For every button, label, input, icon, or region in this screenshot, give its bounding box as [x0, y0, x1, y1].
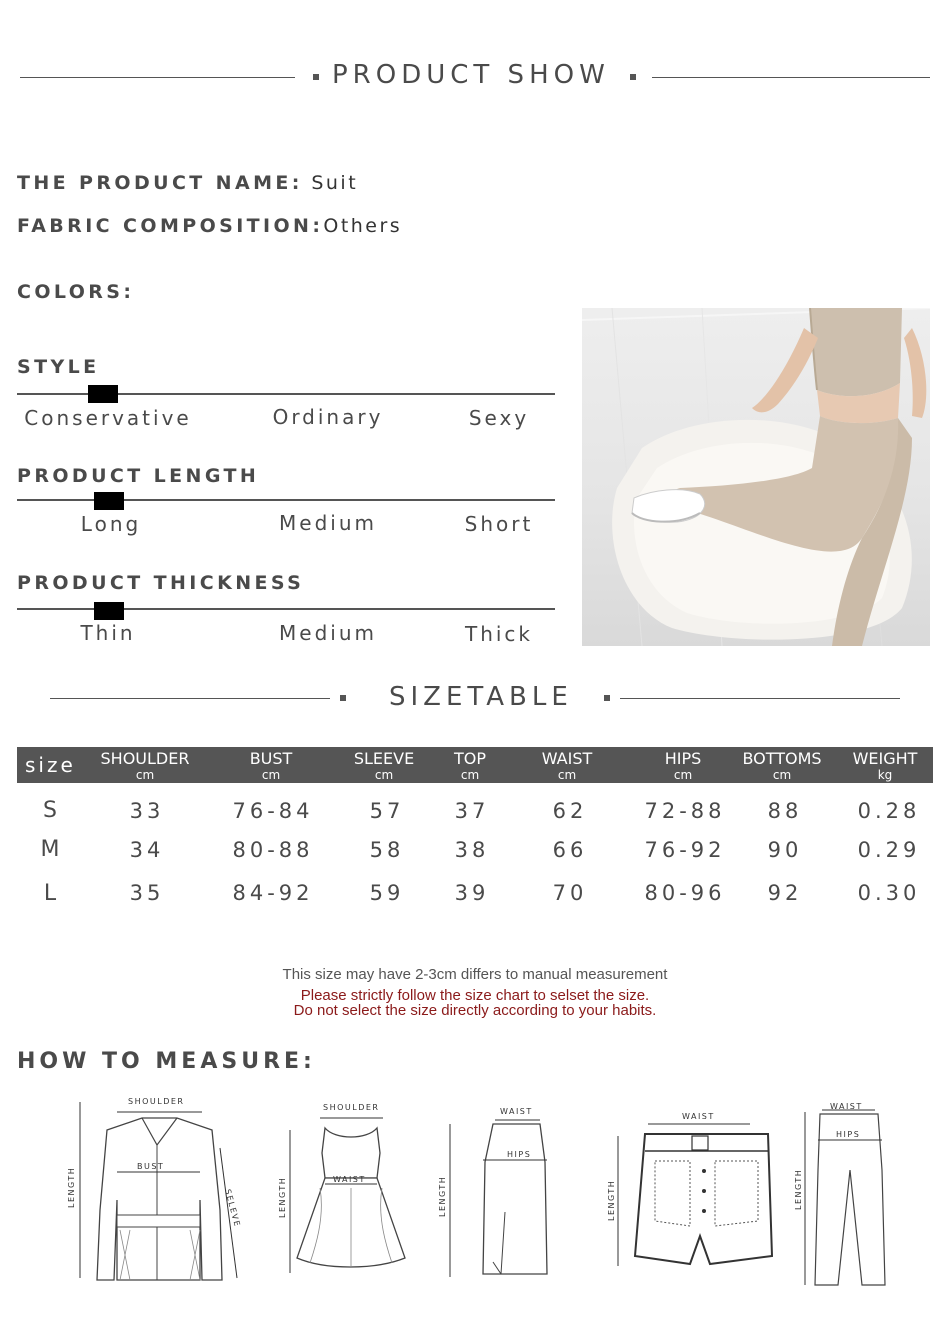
cell: 62	[552, 799, 588, 823]
col-weight: WEIGHT kg	[852, 749, 918, 782]
dress-diagram	[275, 1098, 415, 1283]
cell: 76-84	[232, 799, 314, 823]
product-show-rule-right	[652, 77, 930, 78]
col-top: TOP cm	[453, 749, 487, 782]
size-header: size	[25, 753, 76, 777]
cell: 57	[369, 799, 405, 823]
row-size: M	[40, 837, 60, 862]
trousers-diagram	[790, 1100, 900, 1290]
fabric-label: FABRIC COMPOSITION:	[17, 215, 324, 237]
sizetable-title: SIZETABLE	[389, 682, 573, 712]
col-bottoms: BOTTOMS cm	[742, 749, 822, 782]
cell: 72-88	[644, 799, 726, 823]
style-label: STYLE	[17, 356, 100, 378]
product-photo	[582, 308, 930, 646]
shoulder-label-2: SHOULDER	[323, 1103, 380, 1112]
waist-label-2: WAIST	[333, 1175, 366, 1184]
cell: 92	[767, 881, 803, 905]
colors-label: COLORS:	[17, 281, 135, 303]
jacket-diagram	[62, 1090, 252, 1290]
cell: 35	[129, 881, 165, 905]
cell: 80-88	[232, 838, 314, 862]
style-option-ordinary: Ordinary	[272, 405, 384, 429]
hips-label-3: HIPS	[507, 1150, 532, 1159]
waist-label-4: WAIST	[682, 1112, 715, 1121]
cell: 84-92	[232, 881, 314, 905]
cell: 76-92	[644, 838, 726, 862]
sizetable-rule-left	[50, 698, 330, 699]
cell: 34	[129, 838, 165, 862]
length-option-short: Short	[464, 512, 534, 536]
product-name-row	[17, 172, 358, 194]
product-show-dot-left	[313, 74, 319, 80]
cell: 90	[767, 838, 803, 862]
length-option-medium: Medium	[279, 511, 377, 535]
thickness-label: PRODUCT THICKNESS	[17, 572, 305, 594]
product-show-dot-right	[630, 74, 636, 80]
col-hips: HIPS cm	[664, 749, 702, 782]
cell: 58	[369, 838, 405, 862]
length-option-long: Long	[80, 512, 142, 536]
product-show-rule-left	[20, 77, 295, 78]
hips-label-5: HIPS	[836, 1130, 861, 1139]
shoulder-label: SHOULDER	[128, 1097, 185, 1106]
length-label-4: LENGTH	[607, 1179, 616, 1221]
length-label-5: LENGTH	[794, 1168, 803, 1210]
cell: 59	[369, 881, 405, 905]
cell: 33	[129, 799, 165, 823]
style-option-sexy: Sexy	[468, 406, 530, 430]
col-waist: WAIST cm	[541, 749, 593, 782]
product-name-value: Suit	[302, 172, 359, 194]
waist-label-5: WAIST	[830, 1102, 863, 1111]
sizetable-dot-right	[604, 695, 610, 701]
cell: 66	[552, 838, 588, 862]
bust-label: BUST	[137, 1162, 165, 1171]
cell: 0.28	[857, 799, 921, 823]
cell: 88	[767, 799, 803, 823]
cell: 38	[454, 838, 490, 862]
length-label-3: LENGTH	[438, 1175, 447, 1217]
sizetable-rule-right	[620, 698, 900, 699]
style-option-conservative: Conservative	[24, 406, 192, 430]
how-to-measure-title: HOW TO MEASURE:	[17, 1049, 316, 1074]
waist-label-3: WAIST	[500, 1107, 533, 1116]
cell: 70	[552, 881, 588, 905]
cell: 37	[454, 799, 490, 823]
row-size: S	[43, 798, 57, 823]
length-label-1: LENGTH	[67, 1166, 76, 1208]
cell: 0.29	[857, 838, 921, 862]
thickness-option-thick: Thick	[464, 622, 534, 646]
measurement-note: This size may have 2-3cm differs to manual measurement	[282, 966, 668, 983]
length-label: PRODUCT LENGTH	[17, 465, 260, 487]
size-table-header	[17, 747, 933, 783]
col-sleeve: SLEEVE cm	[353, 749, 415, 782]
sleeve-label: SELEVE	[223, 1188, 242, 1229]
thickness-marker	[94, 602, 124, 620]
habits-warning: Do not select the size directly according to your habits.	[293, 1002, 657, 1019]
cell: 0.30	[857, 881, 921, 905]
length-marker	[94, 492, 124, 510]
fabric-row	[17, 215, 402, 237]
product-name-label: THE PRODUCT NAME:	[17, 172, 303, 194]
col-bust: BUST cm	[249, 749, 293, 782]
col-shoulder: SHOULDER cm	[100, 749, 190, 782]
shorts-diagram	[600, 1106, 780, 1276]
thickness-option-medium: Medium	[279, 621, 377, 645]
style-marker	[88, 385, 118, 403]
cell: 80-96	[644, 881, 726, 905]
row-size: L	[43, 881, 57, 906]
thickness-option-thin: Thin	[80, 621, 136, 645]
product-photo-illustration	[582, 308, 930, 646]
sizetable-dot-left	[340, 695, 346, 701]
size-chart-warning: Please strictly follow the size chart to selset the size.	[300, 987, 650, 1004]
skirt-diagram	[435, 1102, 555, 1282]
fabric-value: Others	[323, 215, 403, 237]
length-label-2: LENGTH	[278, 1176, 287, 1218]
product-show-title: PRODUCT SHOW	[332, 60, 610, 90]
cell: 39	[454, 881, 490, 905]
